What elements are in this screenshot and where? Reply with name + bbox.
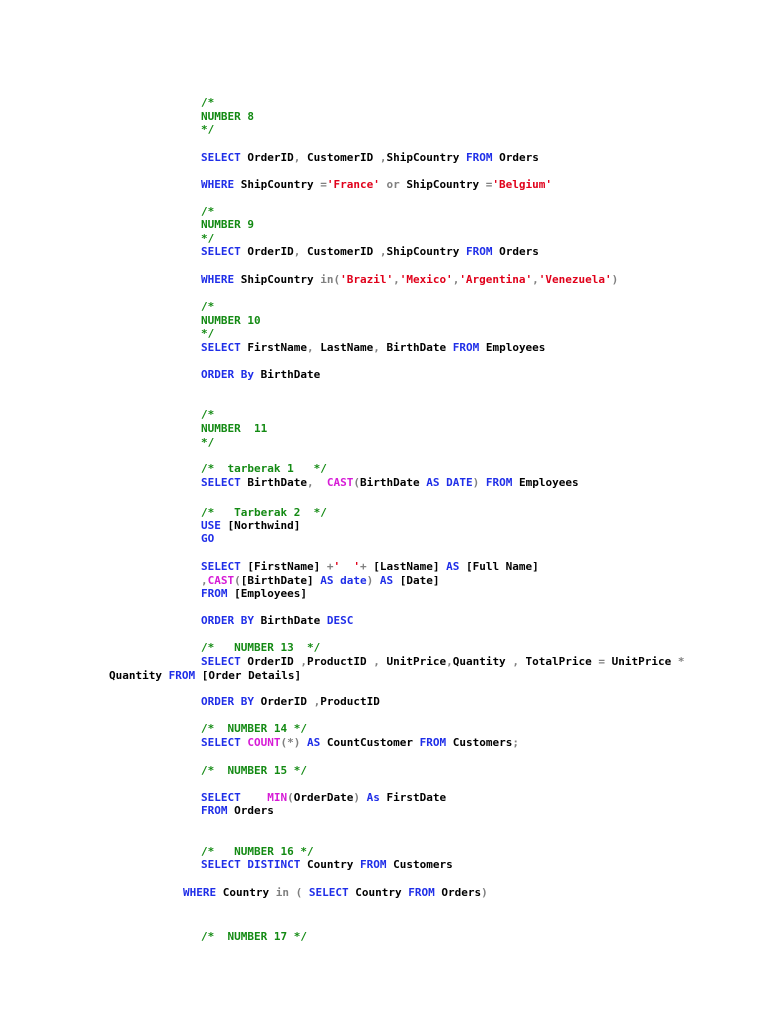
code-token-comment: /* tarberak 1 */ [201,462,327,475]
code-token-operator: , [393,273,400,286]
code-token-text: Orders [492,245,539,258]
code-token-operator: , [512,655,519,668]
code-token-operator: = [320,178,327,191]
code-token-string: ' ' [333,560,360,573]
code-token-text: ProductID [306,655,374,668]
code-token-text: Orders [227,804,274,817]
code-token-text: [BirthDate] [240,574,321,587]
code-token-comment: NUMBER 9 [201,218,254,231]
code-token-operator: , [313,695,321,708]
code-token-text: LastName [313,341,374,354]
code-token-keyword: FROM [485,476,513,489]
code-token-operator: ) [366,574,374,587]
code-token-operator: * [677,655,685,668]
code-line [201,641,320,655]
code-token-keyword: SELECT [201,560,241,573]
code-token-keyword: AS [446,560,460,573]
code-token-keyword: SELECT [308,886,349,899]
code-token-text: ShipCountry [234,273,321,286]
code-line [201,695,380,709]
code-token-comment: /* NUMBER 13 */ [201,641,321,654]
code-line [201,845,314,859]
code-token-operator: ) [611,273,619,286]
code-line [201,422,267,436]
code-token-text: OrderID [240,655,301,668]
code-token-text [234,614,241,627]
code-line [201,519,300,533]
code-token-keyword: SELECT [201,736,241,749]
code-token-text: [Date] [393,574,440,587]
code-token-text [300,736,307,749]
code-token-operator: + [326,560,334,573]
code-token-operator: , [293,151,301,164]
code-token-keyword: FROM [465,151,493,164]
code-token-keyword: ORDER [201,695,235,708]
code-token-operator: ) [481,886,488,899]
code-token-keyword: AS [307,736,321,749]
code-token-keyword: FROM [168,669,196,682]
code-line [201,930,307,944]
code-line [201,245,539,259]
code-token-text: OrderDate [293,791,354,804]
code-token-function: CAST [207,574,235,587]
code-token-comment: */ [201,436,215,449]
code-line [201,178,552,192]
code-token-function: CAST [326,476,354,489]
code-token-string: 'Venezuela' [538,273,612,286]
code-line [201,300,214,314]
code-token-text: Orders [434,886,482,899]
code-token-operator: ) [353,791,360,804]
code-line [201,368,320,382]
code-token-keyword: SELECT [201,791,241,804]
code-token-text: [Order Details] [195,669,302,682]
code-token-operator: + [359,560,367,573]
code-line [201,462,327,476]
code-token-keyword: WHERE [183,886,217,899]
code-token-keyword: AS [426,476,440,489]
code-token-keyword: SELECT [201,151,241,164]
code-token-text: Employees [512,476,579,489]
code-token-operator: in( [320,273,341,286]
code-token-text: BirthDate [379,341,453,354]
code-token-operator: , [446,655,453,668]
code-token-text: BirthDate [240,476,307,489]
code-token-text [241,791,268,804]
code-line [201,123,214,137]
code-token-text: CustomerID [300,151,380,164]
code-token-text: ShipCountry [399,178,486,191]
code-line [201,506,327,520]
code-token-comment: */ [201,232,215,245]
code-token-comment: NUMBER 11 [201,422,268,435]
code-line [201,476,579,490]
code-token-text: ShipCountry [386,245,466,258]
code-token-text: FirstName [240,341,307,354]
code-token-string: 'Mexico' [399,273,453,286]
code-token-text: Employees [479,341,546,354]
code-line [201,327,214,341]
code-line [201,791,446,805]
code-line [201,110,254,124]
code-token-text: OrderID [254,695,314,708]
code-token-operator: , [306,341,314,354]
code-token-text: Country [300,858,360,871]
code-token-function: MIN [267,791,288,804]
code-token-keyword: SELECT [201,341,241,354]
code-line [201,205,214,219]
code-token-operator: ; [512,736,519,749]
code-token-keyword: WHERE [201,178,235,191]
code-line [201,614,353,628]
code-token-text [234,695,241,708]
code-token-text: ShipCountry [386,151,466,164]
code-token-text [479,476,486,489]
code-token-text: [Employees] [227,587,307,600]
code-token-text [289,886,296,899]
code-token-keyword: DISTINCT [247,858,301,871]
code-line [201,532,214,546]
code-token-text: Quantity [452,655,513,668]
code-token-text [302,886,309,899]
code-token-text: UnitPrice [605,655,678,668]
code-token-comment: /* Tarberak 2 */ [201,506,327,519]
code-token-comment: /* [201,408,215,421]
code-line [201,218,254,232]
code-token-operator: , [300,655,307,668]
code-token-text: Orders [492,151,539,164]
code-token-comment: NUMBER 8 [201,110,254,123]
code-token-operator: , [306,476,314,489]
code-token-keyword: SELECT [201,245,241,258]
code-token-text: Quantity [109,669,169,682]
code-token-operator: or [386,178,400,191]
code-token-text: BirthDate [359,476,427,489]
code-token-text: ShipCountry [234,178,321,191]
code-line [201,314,261,328]
code-token-operator: = [598,655,606,668]
code-token-text [360,791,367,804]
code-token-operator: , [373,341,380,354]
code-token-text: OrderID [240,245,294,258]
code-token-operator: ( [353,476,360,489]
code-line [201,858,453,872]
code-line [183,886,488,900]
code-token-operator: ) [472,476,480,489]
code-token-operator: (*) [280,736,301,749]
code-line [201,232,214,246]
code-token-keyword: FROM [408,886,435,899]
code-token-operator: , [379,245,387,258]
code-token-keyword: BY [240,614,254,627]
code-line [201,341,545,355]
code-token-text: CustomerID [300,245,380,258]
code-token-operator: , [532,273,539,286]
code-token-keyword: FROM [201,587,228,600]
code-token-text: Country [216,886,276,899]
code-token-keyword: DESC [326,614,354,627]
code-token-keyword: SELECT [201,858,241,871]
code-token-keyword: BY [240,695,254,708]
code-token-keyword: ORDER [201,368,235,381]
code-token-keyword: DATE [446,476,473,489]
code-line [201,804,274,818]
code-token-keyword: AS [379,574,394,587]
code-token-string: 'France' [326,178,380,191]
code-token-text: [LastName] [366,560,447,573]
code-token-keyword: SELECT [201,476,241,489]
code-token-keyword: FROM [465,245,493,258]
code-token-keyword: FROM [452,341,480,354]
code-token-operator: in [275,886,289,899]
code-token-function: COUNT [247,736,281,749]
code-token-comment: */ [201,123,215,136]
code-token-comment: /* NUMBER 15 */ [201,764,307,777]
code-line [201,96,214,110]
code-token-keyword: FROM [201,804,228,817]
code-token-keyword: GO [201,532,215,545]
code-token-operator: , [373,655,380,668]
code-token-operator: ( [295,886,303,899]
code-token-text: ProductID [320,695,380,708]
code-line [201,655,685,669]
code-token-text [373,574,380,587]
code-line [201,436,214,450]
code-line [201,273,618,287]
code-token-comment: /* NUMBER 16 */ [201,845,314,858]
code-token-operator: , [379,151,387,164]
code-token-operator: ( [287,791,294,804]
code-token-string: 'Argentina' [459,273,533,286]
code-line [201,151,539,165]
code-token-comment: /* [201,205,215,218]
code-token-keyword: As [366,791,380,804]
code-line [201,408,214,422]
code-token-comment: /* [201,300,215,313]
code-line [201,574,439,588]
code-token-keyword: FROM [419,736,447,749]
code-line [201,722,307,736]
code-token-text: BirthDate [254,368,321,381]
code-token-operator: , [201,574,208,587]
code-token-text: UnitPrice [379,655,447,668]
code-token-keyword: ORDER [201,614,235,627]
code-token-text: [Full Name] [459,560,539,573]
code-token-text: [FirstName] [240,560,327,573]
code-token-operator: ( [234,574,241,587]
code-line [201,587,307,601]
code-token-text: CountCustomer [320,736,420,749]
code-token-comment: /* NUMBER 17 */ [201,930,307,943]
code-token-keyword: AS [320,574,334,587]
code-token-text: BirthDate [254,614,327,627]
code-token-text: Customers [386,858,453,871]
code-line [201,764,307,778]
code-token-operator: , [293,245,301,258]
code-token-text: [Northwind] [220,519,301,532]
code-token-string: 'Belgium' [492,178,553,191]
code-token-comment: /* NUMBER 14 */ [201,722,307,735]
code-token-text: Customers [446,736,513,749]
code-line [201,736,519,750]
code-token-comment: /* [201,96,215,109]
code-token-text [234,368,241,381]
code-token-text [314,476,327,489]
code-token-operator: = [485,178,493,191]
code-token-keyword: By [240,368,254,381]
code-token-operator: , [452,273,460,286]
code-token-keyword: WHERE [201,273,235,286]
code-token-keyword: SELECT [201,655,241,668]
code-token-keyword: date [340,574,367,587]
code-token-text: FirstDate [379,791,447,804]
code-token-comment: */ [201,327,215,340]
code-token-keyword: FROM [359,858,387,871]
code-token-text: Country [348,886,409,899]
code-token-text: OrderID [240,151,294,164]
code-line [109,669,301,683]
code-token-comment: NUMBER 10 [201,314,261,327]
code-token-text: TotalPrice [518,655,599,668]
code-token-keyword: USE [201,519,221,532]
code-line [201,560,539,574]
code-token-string: 'Brazil' [340,273,394,286]
